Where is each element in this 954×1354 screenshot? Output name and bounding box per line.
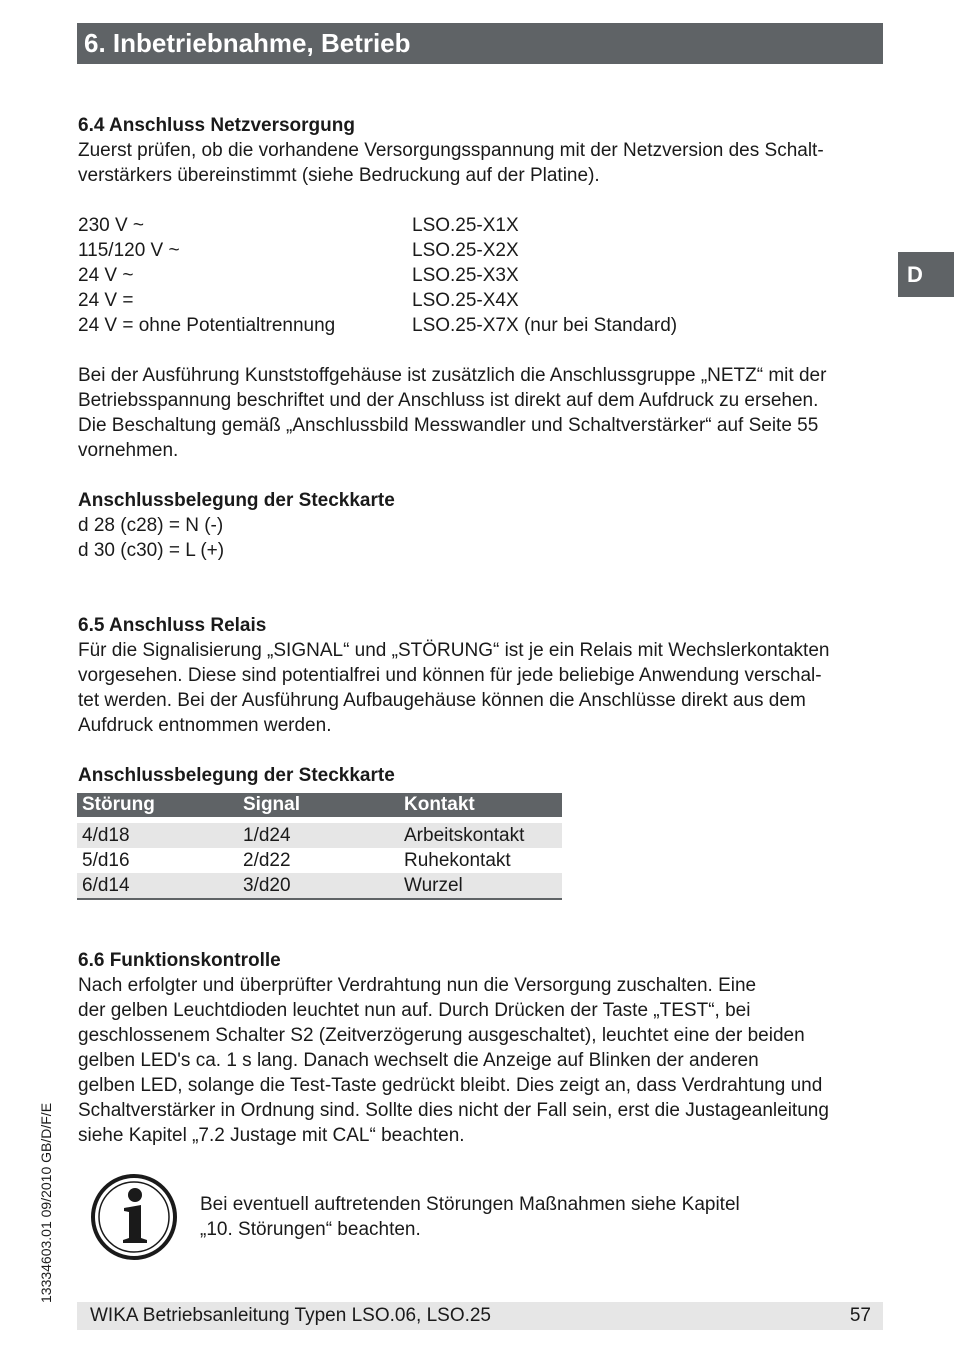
pin-assignment-l: d 30 (c30) = L (+) bbox=[78, 540, 225, 561]
voltage-value: 24 V ~ bbox=[78, 265, 134, 286]
column-header-kontakt: Kontakt bbox=[399, 793, 562, 817]
page-number: 57 bbox=[849, 1305, 871, 1326]
table-row bbox=[77, 873, 562, 899]
section-6-4-heading: 6.4 Anschluss Netzversorgung bbox=[78, 115, 355, 136]
table-row bbox=[77, 823, 562, 848]
page-header-bar bbox=[77, 23, 883, 64]
voltage-value: 115/120 V ~ bbox=[78, 240, 180, 261]
model-value: LSO.25-X4X bbox=[412, 290, 519, 311]
section-6-5-paragraph: Für die Signalisierung „SIGNAL“ und „STÖRUNG“ ist je ein Relais mit Wechslerkontakten vorgesehen. Diese sind potentialfrei und können für jede beliebige Anwendung verschal- tet werden. Bei der Ausführung Aufbaugehäuse können die Anschlüsse direkt aus dem Aufdruck entnommen werden. bbox=[78, 640, 830, 736]
table-header-row bbox=[77, 793, 562, 817]
pin-assignment-n: d 28 (c28) = N (-) bbox=[78, 515, 224, 536]
voltage-value: 24 V = ohne Potentialtrennung bbox=[78, 315, 336, 336]
model-value: LSO.25-X1X bbox=[412, 215, 519, 236]
section-6-6-heading: 6.6 Funktionskontrolle bbox=[78, 950, 281, 971]
page-title: 6. Inbetriebnahme, Betrieb bbox=[84, 28, 411, 58]
table-cell: 3/d20 bbox=[238, 873, 399, 899]
document-code: 13334603.01 09/2010 GB/D/F/E bbox=[38, 1102, 54, 1303]
table-cell: Wurzel bbox=[399, 873, 562, 899]
footer-title: WIKA Betriebsanleitung Typen LSO.06, LSO.25 bbox=[90, 1305, 492, 1326]
table-cell: 6/d14 bbox=[77, 873, 238, 899]
voltage-row bbox=[78, 288, 677, 313]
table-cell: 1/d24 bbox=[238, 823, 399, 848]
language-tab bbox=[898, 252, 954, 297]
section-6-4-paragraph: Bei der Ausführung Kunststoffgehäuse ist zusätzlich die Anschlussgruppe „NETZ“ mit der Betriebsspannung beschriftet und der Anschluss ist direkt auf dem Aufdruck zu ersehen. Die Beschaltung gemäß „Anschlussbild Messwandler und Schaltverstärker“ auf Seite 55 vornehmen. bbox=[78, 365, 827, 461]
voltage-value: 24 V = bbox=[78, 290, 134, 311]
voltage-value: 230 V ~ bbox=[78, 215, 145, 236]
section-6-4-intro: Zuerst prüfen, ob die vorhandene Versorgungsspannung mit der Netzversion des Schalt- verstärkers übereinstimmt (siehe Bedruckung auf der Platine). bbox=[78, 140, 824, 186]
voltage-row bbox=[78, 313, 677, 338]
table-cell: 4/d18 bbox=[77, 823, 238, 848]
relay-table-heading: Anschlussbelegung der Steckkarte bbox=[78, 765, 395, 786]
voltage-row bbox=[78, 263, 677, 288]
table-cell: 2/d22 bbox=[243, 850, 291, 871]
relay-table bbox=[77, 793, 562, 900]
voltage-row bbox=[78, 238, 677, 263]
language-tab-label: D bbox=[907, 262, 923, 287]
model-value: LSO.25-X7X (nur bei Standard) bbox=[412, 315, 678, 336]
table-cell: 5/d16 bbox=[82, 850, 130, 871]
table-cell: Arbeitskontakt bbox=[399, 823, 562, 848]
pin-assignment-heading: Anschlussbelegung der Steckkarte bbox=[78, 490, 395, 511]
column-header-signal: Signal bbox=[238, 793, 399, 817]
table-row bbox=[77, 848, 562, 873]
info-note-text: Bei eventuell auftretenden Störungen Maßnahmen siehe Kapitel „10. Störungen“ beachten. bbox=[200, 1194, 740, 1240]
voltage-table bbox=[78, 213, 677, 338]
column-header-stoerung: Störung bbox=[77, 793, 238, 817]
info-icon bbox=[90, 1172, 178, 1262]
table-cell: Ruhekontakt bbox=[404, 850, 511, 871]
model-value: LSO.25-X3X bbox=[412, 265, 519, 286]
section-6-6-paragraph: Nach erfolgter und überprüfter Verdrahtung nun die Versorgung zuschalten. Eine der gelben Leuchtdioden leuchtet nun auf. Durch Drücken der Taste „TEST“, bei geschlossenem Schalter S2 (Zeitverzögerung ausgeschaltet), leuchtet eine der beiden gelben LED's ca. 1 s lang. Danach wechselt die Anzeige auf Blinken der anderen gelben LED, solange die Test-Taste gedrückt bleibt. Dies zeigt an, dass Verdrahtung und Schaltverstärker in Ordnung sind. Sollte dies nicht der Fall sein, erst die Justageanleitung siehe Kapitel „7.2 Justage mit CAL“ beachten. bbox=[78, 975, 829, 1146]
page-footer bbox=[77, 1302, 883, 1330]
section-6-5-heading: 6.5 Anschluss Relais bbox=[78, 615, 267, 636]
voltage-row bbox=[78, 213, 677, 238]
model-value: LSO.25-X2X bbox=[412, 240, 519, 261]
